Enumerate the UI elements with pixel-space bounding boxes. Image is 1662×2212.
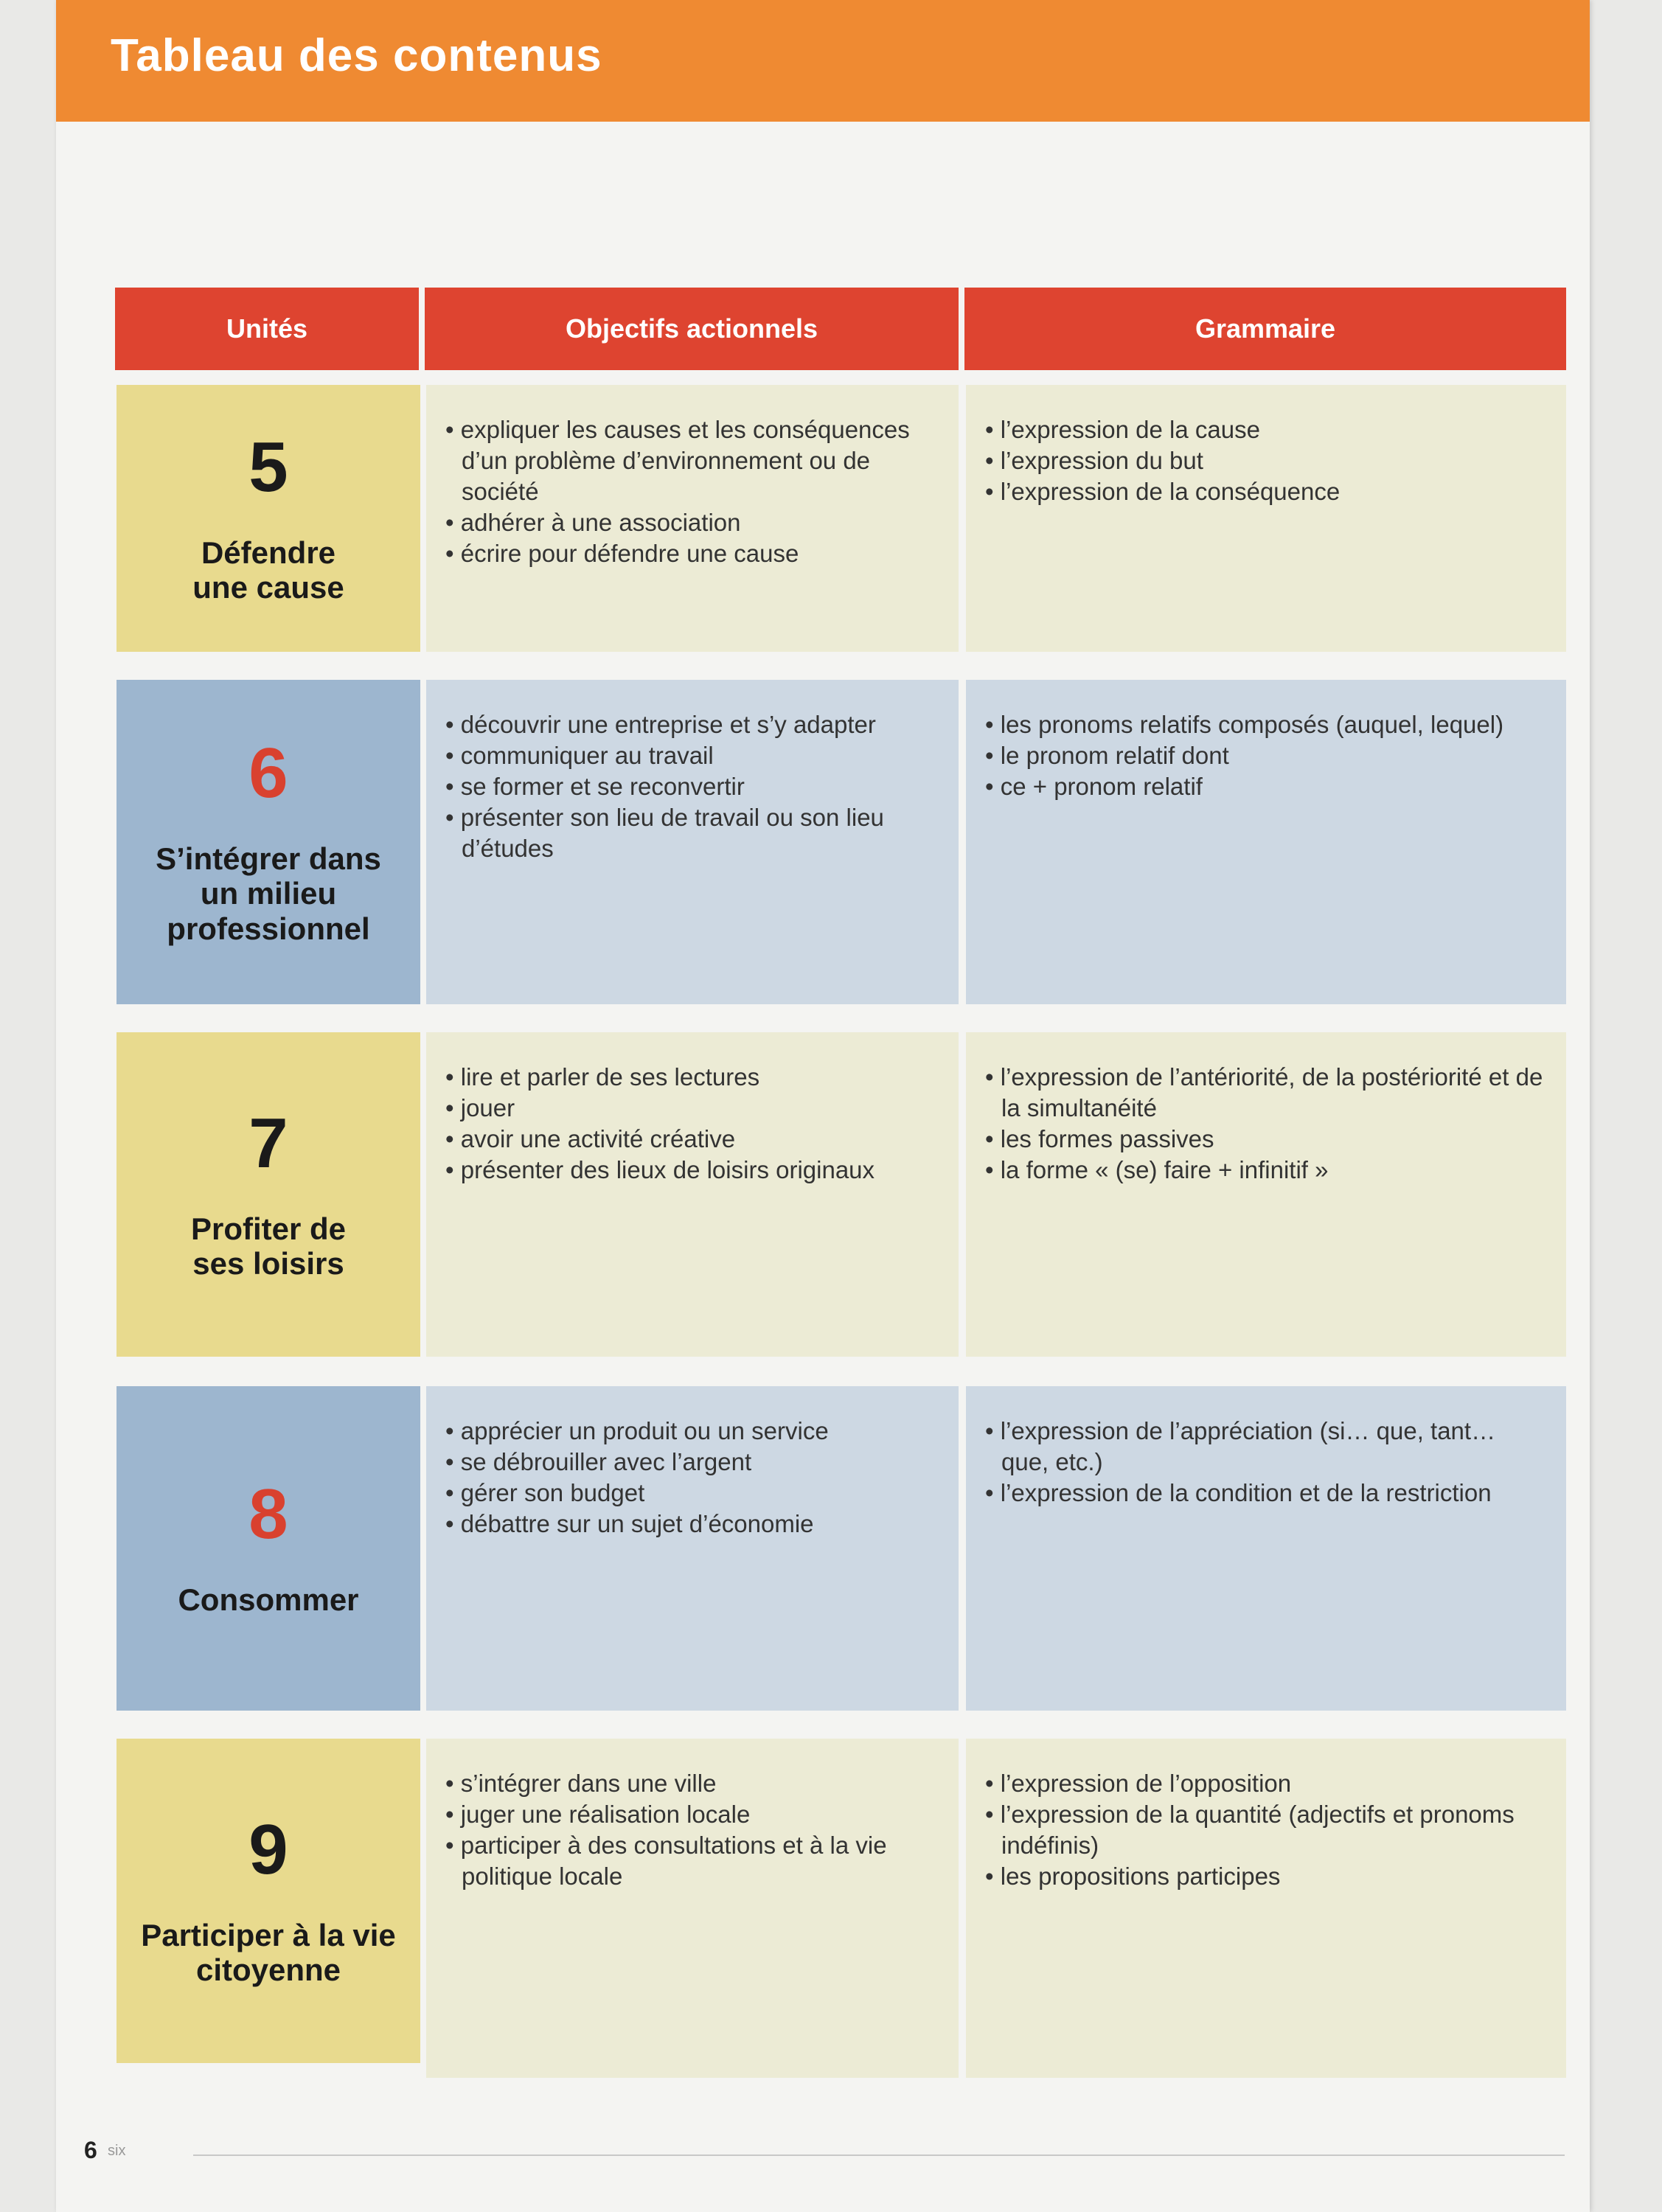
list-item: • participer à des consultations et à la vie politique locale [445,1830,939,1892]
list-item: • présenter son lieu de travail ou son lieu d’études [445,802,939,864]
list-item: • ce + pronom relatif [985,771,1547,802]
page-number-word: six [108,2143,126,2159]
objectives-cell-9 [426,1739,959,2078]
list-item: • l’expression de l’appréciation (si… que, tant… que, etc.) [985,1416,1547,1478]
list-item: • lire et parler de ses lectures [445,1062,939,1093]
header-objectives: Objectifs actionnels [425,288,959,370]
grammar-list [985,414,1547,507]
objectives-cell-5 [426,385,959,652]
list-item: • l’expression de l’opposition [985,1768,1547,1799]
list-item: • débattre sur un sujet d’économie [445,1509,939,1540]
grammar-list [985,1416,1547,1509]
list-item: • le pronom relatif dont [985,740,1547,771]
unit-cell-6 [117,680,420,1004]
unit-number: 7 [248,1103,288,1183]
unit-number: 8 [248,1475,288,1554]
grammar-list [985,709,1547,802]
footer-rule [193,2154,1565,2156]
list-item: • la forme « (se) faire + infinitif » [985,1155,1547,1186]
list-item: • les propositions participes [985,1861,1547,1892]
grammar-cell-5 [966,385,1566,652]
list-item: • l’expression de la condition et de la restriction [985,1478,1547,1509]
unit-name: Participer à la vie citoyenne [141,1917,396,1987]
list-item: • adhérer à une association [445,507,939,538]
objectives-list [445,709,939,864]
list-item: • apprécier un produit ou un service [445,1416,939,1447]
grammar-cell-8 [966,1386,1566,1711]
list-item: • expliquer les causes et les conséquences d’un problème d’environnement ou de société [445,414,939,507]
list-item: • gérer son budget [445,1478,939,1509]
list-item: • l’expression de la cause [985,414,1547,445]
unit-name: Profiter de ses loisirs [190,1211,347,1281]
objectives-list [445,414,939,569]
objectives-cell-7 [426,1032,959,1357]
unit-cell-7 [117,1032,420,1357]
unit-name: Consommer [178,1582,359,1618]
unit-name: Défendre une cause [192,535,344,605]
list-item: • découvrir une entreprise et s’y adapter [445,709,939,740]
list-item: • communiquer au travail [445,740,939,771]
page [56,0,1590,2212]
list-item: • se débrouiller avec l’argent [445,1447,939,1478]
list-item: • l’expression de la conséquence [985,476,1547,507]
list-item: • avoir une activité créative [445,1124,939,1155]
list-item: • les formes passives [985,1124,1547,1155]
list-item: • l’expression de la quantité (adjectifs et pronoms indéfinis) [985,1799,1547,1861]
list-item: • l’expression de l’antériorité, de la postériorité et de la simultanéité [985,1062,1547,1124]
objectives-list [445,1062,939,1186]
list-item: • les pronoms relatifs composés (auquel, lequel) [985,709,1547,740]
list-item: • l’expression du but [985,445,1547,476]
unit-number: 9 [248,1809,288,1889]
grammar-cell-6 [966,680,1566,1004]
grammar-cell-7 [966,1032,1566,1357]
list-item: • présenter des lieux de loisirs originaux [445,1155,939,1186]
unit-name: S’intégrer dans un milieu professionnel [156,841,381,946]
unit-number: 6 [248,734,288,813]
list-item: • juger une réalisation locale [445,1799,939,1830]
grammar-list [985,1768,1547,1892]
objectives-cell-6 [426,680,959,1004]
unit-cell-8 [117,1386,420,1711]
header-grammar: Grammaire [964,288,1566,370]
page-number: 6 [84,2137,97,2163]
unit-cell-9 [117,1739,420,2063]
unit-number: 5 [248,427,288,507]
grammar-cell-9 [966,1739,1566,2078]
title-banner [56,0,1590,122]
unit-cell-5 [117,385,420,652]
list-item: • écrire pour défendre une cause [445,538,939,569]
objectives-list [445,1768,939,1892]
list-item: • se former et se reconvertir [445,771,939,802]
page-title: Tableau des contenus [111,30,602,81]
grammar-list [985,1062,1547,1186]
header-units: Unités [115,288,419,370]
list-item: • jouer [445,1093,939,1124]
list-item: • s’intégrer dans une ville [445,1768,939,1799]
objectives-cell-8 [426,1386,959,1711]
objectives-list [445,1416,939,1540]
